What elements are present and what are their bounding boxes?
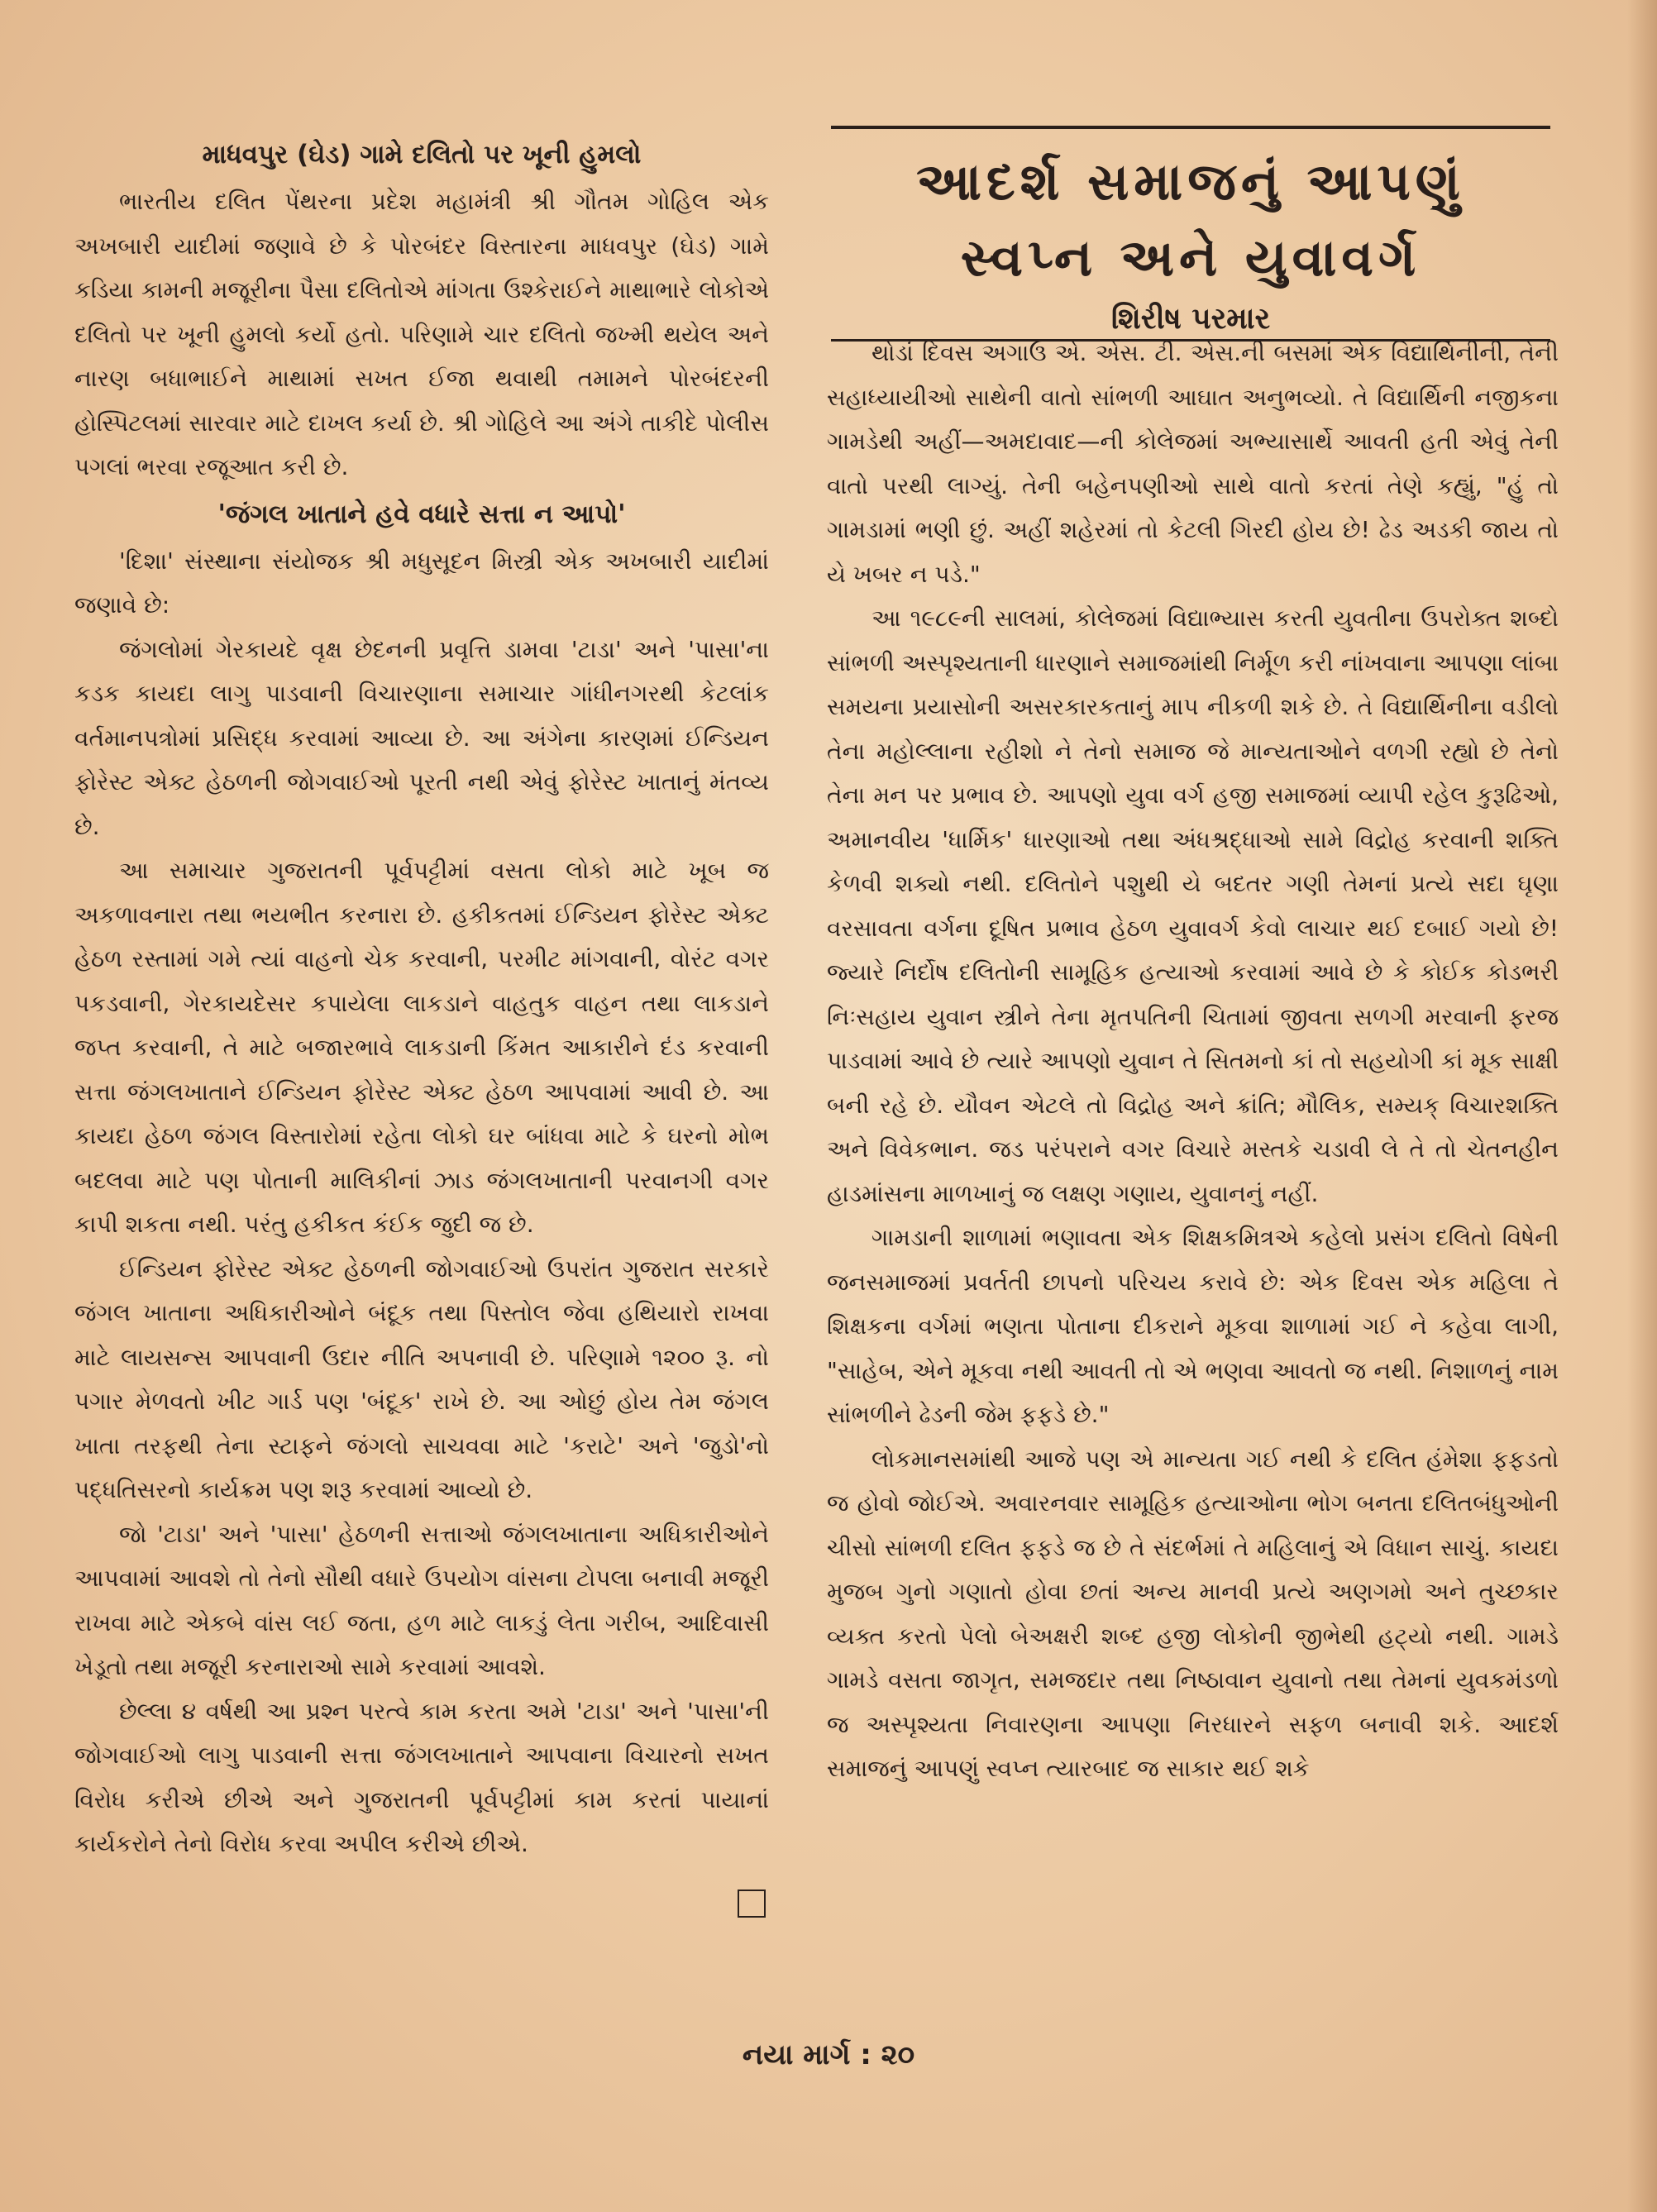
news-paragraph: જંગલોમાં ગેરકાયદે વૃક્ષ છેદનની પ્રવૃત્તિ ડામવા 'ટાડા' અને 'પાસા'ના કડક કાયદા લાગુ પાડવાની વિચારણાના સમાચાર ગાંધીનગરથી કેટલાંક વર્તમાનપત્રોમાં પ્રસિદ્ધ કરવામાં આવ્યા છે. આ અંગેના કારણમાં ઈન્ડિયન ફોરેસ્ટ એક્ટ હેઠળની જોગવાઈઓ પૂરતી નથી એવું ફોરેસ્ટ ખાતાનું મંતવ્ય છે. bbox=[74, 635, 769, 840]
news-headline-forest-dept: 'જંગલ ખાતાને હવે વધારે સત્તા ન આપો' bbox=[217, 499, 626, 529]
article-author: શિરીષ પરમાર bbox=[1110, 302, 1271, 336]
news-headline-madhavpur: માધવપુર (ઘેડ) ગામે દલિતો પર ખૂની હુમલો bbox=[202, 140, 642, 170]
news-paragraph: 'દિશા' સંસ્થાના સંયોજક શ્રી મધુસૂદન મિસ્ત્રી એક અખબારી યાદીમાં જણાવે છે: bbox=[74, 547, 769, 619]
news-paragraph: છેલ્લા ૪ વર્ષથી આ પ્રશ્ન પરત્વે કામ કરતા અમે 'ટાડા' અને 'પાસા'ની જોગવાઈઓ લાગુ પાડવાની સત્તા જંગલખાતાને આપવાના વિચારનો સખત વિરોધ કરીએ છીએ અને ગુજરાતની પૂર્વપટ્ટીમાં કામ કરતાં પાયાનાં કાર્યકરોને તેનો વિરોધ કરવા અપીલ કરીએ છીએ. bbox=[74, 1697, 769, 1857]
article-title-line-2: સ્વપ્ન અને યુવાવર્ગ bbox=[960, 227, 1421, 288]
article-title-line-1: આદર્શ સમાજનું આપણું bbox=[916, 151, 1465, 212]
page-footer: નયા માર્ગ : ૨૦ bbox=[742, 2038, 915, 2071]
page-edge-shadow bbox=[1627, 0, 1657, 2212]
article-paragraph: થોડાં દિવસ અગાઉ એ. એસ. ટી. એસ.ની બસમાં એક વિદ્યાર્થિનીની, તેની સહાધ્યાયીઓ સાથેની વાતો સાંભળી આઘાત અનુભવ્યો. તે વિદ્યાર્થિની નજીકના ગામડેથી અહીં—અમદાવાદ—ની કોલેજમાં અભ્યાસાર્થે આવતી હતી એવું તેની વાતો પરથી લાગ્યું. તેની બહેનપણીઓ સાથે વાતો કરતાં તેણે કહ્યું, "હું તો ગામડામાં ભણી છું. અહીં શહેરમાં તો કેટલી ગિરદી હોય છે! ઢેડ અડકી જાય તો યે ખબર ન પડે." bbox=[827, 339, 1559, 588]
news-paragraph: જો 'ટાડા' અને 'પાસા' હેઠળની સત્તાઓ જંગલખાતાના અધિકારીઓને આપવામાં આવશે તો તેનો સૌથી વધારે ઉપયોગ વાંસના ટોપલા બનાવી મજૂરી રાખવા માટે એકબે વાંસ લઈ જતા, હળ માટે લાકડું લેતા ગરીબ, આદિવાસી ખેડૂતો તથા મજૂરી કરનારાઓ સામે કરવામાં આવશે. bbox=[74, 1520, 769, 1680]
article-paragraph: ગામડાની શાળામાં ભણાવતા એક શિક્ષકમિત્રએ કહેલો પ્રસંગ દલિતો વિષેની જનસમાજમાં પ્રવર્તતી છાપનો પરિચય કરાવે છે: એક દિવસ એક મહિલા તે શિક્ષકના વર્ગમાં ભણતા પોતાના દીકરાને મૂકવા શાળામાં ગઈ ને કહેવા લાગી, "સાહેબ, એને મૂકવા નથી આવતી તો એ ભણવા આવતો જ નથી. નિશાળનું નામ સાંભળીને ઢેડની જેમ ફફડે છે." bbox=[827, 1224, 1559, 1428]
article-body bbox=[827, 331, 1559, 1791]
news-paragraph: ઈન્ડિયન ફોરેસ્ટ એક્ટ હેઠળની જોગવાઈઓ ઉપરાંત ગુજરાત સરકારે જંગલ ખાતાના અધિકારીઓને બંદૂક તથા પિસ્તોલ જેવા હથિયારો રાખવા માટે લાયસન્સ આપવાની ઉદાર નીતિ અપનાવી છે. પરિણામે ૧૨૦૦ રૂ. નો પગાર મેળવતો ખીટ ગાર્ડ પણ 'બંદૂક' રાખે છે. આ ઓછું હોય તેમ જંગલ ખાતા તરફથી તેના સ્ટાફને જંગલો સાચવવા માટે 'કરાટે' અને 'જુડો'નો પદ્ધતિસરનો કાર્યક્રમ પણ શરૂ કરવામાં આવ્યો છે. bbox=[74, 1254, 769, 1503]
title-top-rule bbox=[831, 126, 1550, 129]
article-paragraph: આ ૧૯૮૯ની સાલમાં, કોલેજમાં વિદ્યાભ્યાસ કરતી યુવતીના ઉપરોક્ત શબ્દો સાંભળી અસ્પૃશ્યતાની ધારણાને સમાજમાંથી નિર્મૂળ કરી નાંખવાના આપણા લાંબા સમયના પ્રયાસોની અસરકારકતાનું માપ નીકળી શકે છે. તે વિદ્યાર્થિનીના વડીલો તેના મહોલ્લાના રહીશો ને તેનો સમાજ જે માન્યતાઓને વળગી રહ્યો છે તેનો તેના મન પર પ્રભાવ છે. આપણો યુવા વર્ગ હજી સમાજમાં વ્યાપી રહેલ કુરૂઢિઓ, અમાનવીય 'ધાર્મિક' ધારણાઓ તથા અંધશ્રદ્ધાઓ સામે વિદ્રોહ કરવાની શક્તિ કેળવી શક્યો નથી. દલિતોને પશુથી યે બદતર ગણી તેમનાં પ્રત્યે સદા ઘૃણા વરસાવતા વર્ગના દૂષિત પ્રભાવ હેઠળ યુવાવર્ગ કેવો લાચાર થઈ દબાઈ ગયો છે! જ્યારે નિર્દોષ દલિતોની સામૂહિક હત્યાઓ કરવામાં આવે છે કે કોઈક કોડભરી નિઃસહાય યુવાન સ્ત્રીને તેના મૃતપતિની ચિતામાં જીવતા સળગી મરવાની ફરજ પાડવામાં આવે છે ત્યારે આપણો યુવાન તે સિતમનો કાં તો સહયોગી કાં મૂક સાક્ષી બની રહે છે. યૌવન એટલે તો વિદ્રોહ અને ક્રાંતિ; મૌલિક, સમ્યક્ વિચારશક્તિ અને વિવેકભાન. જડ પરંપરાને વગર વિચારે મસ્તકે ચડાવી લે તે તો ચેતનહીન હાડમાંસના માળખાનું જ લક્ષણ ગણાય, યુવાનનું નહીં. bbox=[827, 604, 1559, 1207]
article-paragraph: લોકમાનસમાંથી આજે પણ એ માન્યતા ગઈ નથી કે દલિત હંમેશા ફફડતો જ હોવો જોઈએ. અવારનવાર સામૂહિક હત્યાઓના ભોગ બનતા દલિતબંધુઓની ચીસો સાંભળી દલિત ફફડે જ છે તે સંદર્ભમાં તે મહિલાનું એ વિધાન સાચું. કાયદા મુજબ ગુનો ગણાતો હોવા છતાં અન્ય માનવી પ્રત્યે અણગમો અને તુચ્છકાર વ્યક્ત કરતો પેલો બેઅક્ષરી શબ્દ હજી લોકોની જીભેથી હટ્યો નથી. ગામડે ગામડે વસતા જાગૃત, સમજદાર તથા નિષ્ઠાવાન યુવાનો તથા તેમનાં યુવકમંડળો જ અસ્પૃશ્યતા નિવારણના આપણા નિરધારને સફળ બનાવી શકે. આદર્શ સમાજનું આપણું સ્વપ્ન ત્યારબાદ જ સાકાર થઈ શકે bbox=[827, 1445, 1559, 1782]
left-column bbox=[74, 136, 769, 1866]
news-paragraph: ભારતીય દલિત પેંથરના પ્રદેશ મહામંત્રી શ્રી ગૌતમ ગોહિલ એક અખબારી યાદીમાં જણાવે છે કે પોરબંદર વિસ્તારના માધવપુર (ઘેડ) ગામે કડિયા કામની મજૂરીના પૈસા દલિતોએ માંગતા ઉશ્કેરાઈને માથાભારે લોકોએ દલિતો પર ખૂની હુમલો કર્યો હતો. પરિણામે ચાર દલિતો જખ્મી થયેલ અને નારણ બધાભાઈને માથામાં સખત ઈજા થવાથી તમામને પોરબંદરની હોસ્પિટલમાં સારવાર માટે દાખલ કર્યા છે. શ્રી ગોહિલે આ અંગે તાકીદે પોલીસ પગલાં ભરવા રજૂઆત કરી છે. bbox=[74, 188, 769, 480]
news-paragraph: આ સમાચાર ગુજરાતની પૂર્વપટ્ટીમાં વસતા લોકો માટે ખૂબ જ અકળાવનારા તથા ભયભીત કરનારા છે. હકીકતમાં ઈન્ડિયન ફોરેસ્ટ એક્ટ હેઠળ રસ્તામાં ગમે ત્યાં વાહનો ચેક કરવાની, પરમીટ માંગવાની, વોરંટ વગર પકડવાની, ગેરકાયદેસર કપાયેલા લાકડાને વાહતુક વાહન તથા લાકડાને જપ્ત કરવાની, તે માટે બજારભાવે લાકડાની કિંમત આકારીને દંડ કરવાની સત્તા જંગલખાતાને ઈન્ડિયન ફોરેસ્ટ એક્ટ હેઠળ આપવામાં આવી છે. આ કાયદા હેઠળ જંગલ વિસ્તારોમાં રહેતા લોકો ઘર બાંધવા માટે કે ઘરનો મોભ બદલવા માટે પણ પોતાની માલિકીનાં ઝાડ જંગલખાતાની પરવાનગી વગર કાપી શકતા નથી. પરંતુ હકીકત કંઈક જુદી જ છે. bbox=[74, 857, 769, 1238]
end-of-article-box-icon bbox=[738, 1890, 766, 1918]
article-title-block bbox=[831, 126, 1550, 342]
